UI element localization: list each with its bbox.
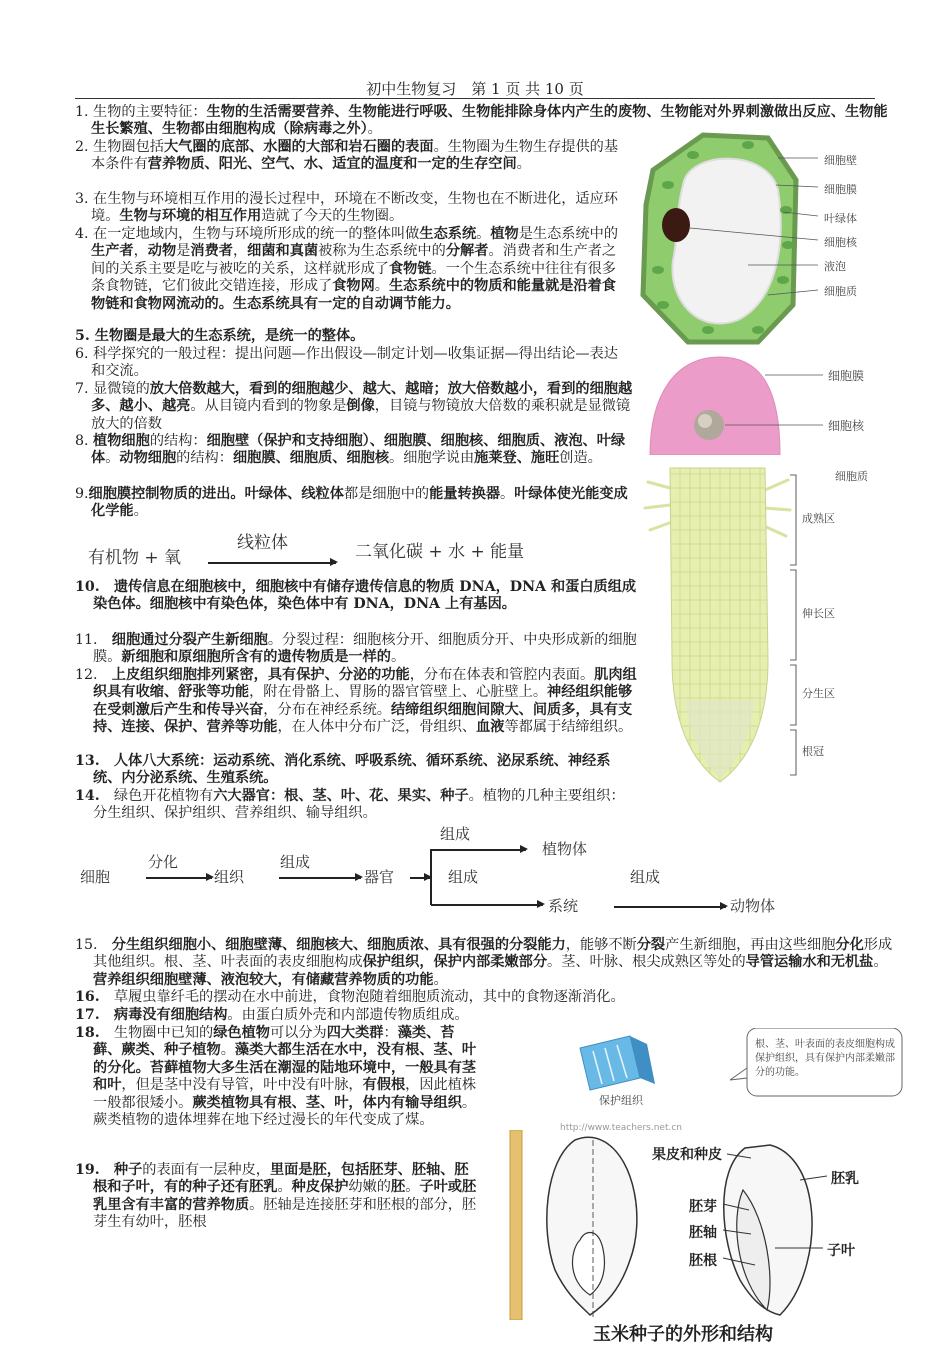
item-16: 16. 草履虫靠纤毛的摆动在水中前进，食物泡随着细胞质流动，其中的食物逐渐消化。 bbox=[75, 989, 625, 1005]
flow-animal: 动物体 bbox=[730, 897, 776, 915]
header-rule bbox=[75, 98, 875, 99]
root-tip-figure bbox=[640, 460, 880, 790]
plant-cell-label: 细胞膜 bbox=[824, 183, 857, 196]
plant-cell-label: 细胞壁 bbox=[824, 154, 857, 167]
flow-organ: 器官 bbox=[364, 868, 395, 886]
protective-tissue-figure bbox=[560, 1028, 905, 1133]
item-1: 1. 生物的主要特征：生物的生活需要营养、生物能进行呼吸、生物能排除身体内产生的废物、生物能对外界刺激做出反应、生物能生长繁殖、生物都由细胞构成（除病毒之外）。 bbox=[75, 104, 888, 138]
page-header: 初中生物复习 第 1 页 共 10 页 bbox=[366, 80, 584, 98]
plant-cell-label: 叶绿体 bbox=[824, 212, 857, 225]
root-tip-diagram bbox=[640, 460, 880, 790]
root-tip-label: 成熟区 bbox=[802, 512, 835, 525]
flow-arrow-1 bbox=[146, 877, 212, 879]
corn-seed-label: 胚芽 bbox=[689, 1199, 717, 1215]
item-3: 3. 在生物与环境相互作用的漫长过程中，环境在不断改变，生物也在不断进化，适应环境。生物与环境的相互作用造就了今天的生物圈。 bbox=[75, 191, 618, 225]
item-6: 6. 科学探究的一般过程：提出问题—作出假设—制定计划—收集证据—得出结论—表达和交流。 bbox=[75, 346, 618, 380]
equation-right: 二氧化碳 + 水 + 能量 bbox=[355, 542, 525, 562]
protective-tissue-caption: 保护组织 bbox=[599, 1094, 643, 1107]
flow-arrow-2 bbox=[279, 877, 361, 879]
root-tip-label: 细胞质 bbox=[835, 470, 868, 483]
flow-dash bbox=[410, 877, 430, 879]
plant-cell-label: 液泡 bbox=[824, 260, 846, 273]
animal-cell-label: 细胞核 bbox=[828, 419, 865, 433]
flow-differentiate: 分化 bbox=[148, 853, 179, 871]
root-tip-label: 分生区 bbox=[802, 687, 835, 700]
corn-seed-label: 胚根 bbox=[689, 1253, 717, 1269]
flow-compose-right: 组成 bbox=[630, 868, 661, 886]
flow-system: 系统 bbox=[548, 897, 579, 915]
animal-cell-label: 细胞膜 bbox=[828, 369, 865, 383]
item-8: 8. 植物细胞的结构：细胞壁（保护和支持细胞）、细胞膜、细胞核、细胞质、液泡、叶绿体。动物细胞的结构：细胞膜、细胞质、细胞核。细胞学说由施莱登、施旺创造。 bbox=[75, 433, 626, 467]
equation-left: 有机物 + 氧 bbox=[88, 548, 182, 568]
corn-seed-figure bbox=[505, 1130, 900, 1344]
flow-arrow-system bbox=[431, 904, 543, 906]
item-17: 17. 病毒没有细胞结构。由蛋白质外壳和内部遗传物质组成。 bbox=[75, 1007, 469, 1023]
flow-arrow-animal bbox=[614, 906, 726, 908]
item-14: 14. 绿色开花植物有六大器官：根、茎、叶、花、果实、种子。植物的几种主要组织：分生组织、保护组织、营养组织、输导组织。 bbox=[75, 788, 625, 822]
animal-cell-figure bbox=[645, 355, 880, 455]
plant-cell-label: 细胞核 bbox=[824, 236, 857, 249]
flow-compose-top: 组成 bbox=[440, 825, 471, 843]
equation-enzyme: 线粒体 bbox=[237, 533, 288, 553]
item-12: 12. 上皮组织细胞排列紧密，具有保护、分泌的功能，分布在体表和管腔内表面。肌肉组织具有收缩、舒张等功能，附在骨骼上、胃肠的器官管壁上、心脏壁上。神经组织能够在受刺激后产生和传导兴奋，分布在神经系统。结缔组织细胞间隙大、间质多，具有支持、连接、保护、营养等功能，在人体中分布广泛，骨组织、血液等都属于结缔组织。 bbox=[75, 667, 637, 736]
plant-cell-label: 细胞质 bbox=[824, 285, 857, 298]
watermark: http://www.teachers.net.cn bbox=[560, 1123, 682, 1133]
item-18: 18. 生物圈中已知的绿色植物可以分为四大类群：藻类、苔藓、蕨类、种子植物。藻类大都生活在水中，没有根、茎、叶的分化。苔藓植物大多生活在潮湿的陆地环境中，一般具有茎和叶，但是茎中没有导管，叶中没有叶脉，有假根，因此植株一般都很矮小。蕨类植物具有根、茎、叶，体内有输导组织。蕨类植物的遗体埋葬在地下经过漫长的年代变成了煤。 bbox=[75, 1025, 477, 1129]
flow-plant: 植物体 bbox=[542, 840, 588, 858]
flow-tissue: 组织 bbox=[214, 868, 245, 886]
root-tip-label: 伸长区 bbox=[802, 607, 835, 620]
flow-arrow-plant bbox=[431, 849, 526, 851]
corn-seed-title: 玉米种子的外形和结构 bbox=[593, 1324, 773, 1345]
plant-cell-figure bbox=[628, 130, 878, 350]
item-13: 13. 人体八大系统：运动系统、消化系统、呼吸系统、循环系统、泌尿系统、神经系统、内分泌系统、生殖系统。 bbox=[75, 753, 611, 787]
item-5: 5. 生物圈是最大的生态系统，是统一的整体。 bbox=[75, 328, 365, 344]
item-19: 19. 种子的表面有一层种皮，里面是胚，包括胚芽、胚轴、胚根和子叶，有的种子还有胚乳。种皮保护幼嫩的胚。子叶或胚乳里含有丰富的营养物质。胚轴是连接胚芽和胚根的部分，胚芽生有幼叶，胚根 bbox=[75, 1162, 477, 1231]
flow-branch-bracket bbox=[430, 849, 432, 905]
corn-seed-label: 果皮和种皮 bbox=[652, 1147, 722, 1163]
item-7: 7. 显微镜的放大倍数越大，看到的细胞越少、越大、越暗；放大倍数越小，看到的细胞越多、越小、越亮。从目镜内看到的物象是倒像，目镜与物镜放大倍数的乘积就是显微镜放大的倍数 bbox=[75, 381, 633, 432]
corn-seed-label: 子叶 bbox=[827, 1243, 855, 1259]
flow-compose-mid: 组成 bbox=[448, 868, 479, 886]
item-9: 9.细胞膜控制物质的进出。叶绿体、线粒体都是细胞中的能量转换器。叶绿体使光能变成化学能。 bbox=[75, 486, 628, 520]
flow-cell: 细胞 bbox=[80, 868, 111, 886]
item-15: 15. 分生组织细胞小、细胞壁薄、细胞核大、细胞质浓、具有很强的分裂能力，能够不断分裂产生新细胞，再由这些细胞分化形成其他组织。根、茎、叶表面的表皮细胞构成保护组织，保护内部柔嫩部分。茎、叶脉、根尖成熟区等处的导管运输水和无机盐。营养组织细胞壁薄、液泡较大，有储藏营养物质的功能。 bbox=[75, 937, 893, 988]
equation-arrow bbox=[208, 562, 336, 564]
flow-compose-1: 组成 bbox=[280, 853, 311, 871]
corn-seed-label: 胚乳 bbox=[831, 1171, 859, 1187]
item-11: 11. 细胞通过分裂产生新细胞。分裂过程：细胞核分开、细胞质分开、中央形成新的细胞膜。新细胞和原细胞所含有的遗传物质是一样的。 bbox=[75, 632, 637, 666]
item-2: 2. 生物圈包括大气圈的底部、水圈的大部和岩石圈的表面。生物圈为生物生存提供的基本条件有营养物质、阳光、空气、水、适宜的温度和一定的生存空间。 bbox=[75, 139, 619, 173]
root-tip-label: 根冠 bbox=[802, 745, 824, 758]
protective-tissue-note: 根、茎、叶表面的表皮细胞构成保护组织，具有保护内部柔嫩部分的功能。 bbox=[755, 1039, 895, 1078]
corn-seed-label: 胚轴 bbox=[689, 1225, 717, 1241]
item-10: 10. 遗传信息在细胞核中，细胞核中有储存遗传信息的物质 DNA，DNA 和蛋白质组成染色体。细胞核中有染色体，染色体中有 DNA，DNA 上有基因。 bbox=[75, 579, 637, 613]
item-4: 4. 在一定地域内，生物与环境所形成的统一的整体叫做生态系统。植物是生态系统中的生产者，动物是消费者，细菌和真菌被称为生态系统中的分解者。消费者和生产者之间的关系主要是吃与被吃的关系，这样就形成了食物链。一个生态系统中往往有很多条食物链，它们彼此交错连接，形成了食物网。生态系统中的物质和能量就是沿着食物链和食物网流动的。生态系统具有一定的自动调节能力。 bbox=[75, 226, 619, 312]
